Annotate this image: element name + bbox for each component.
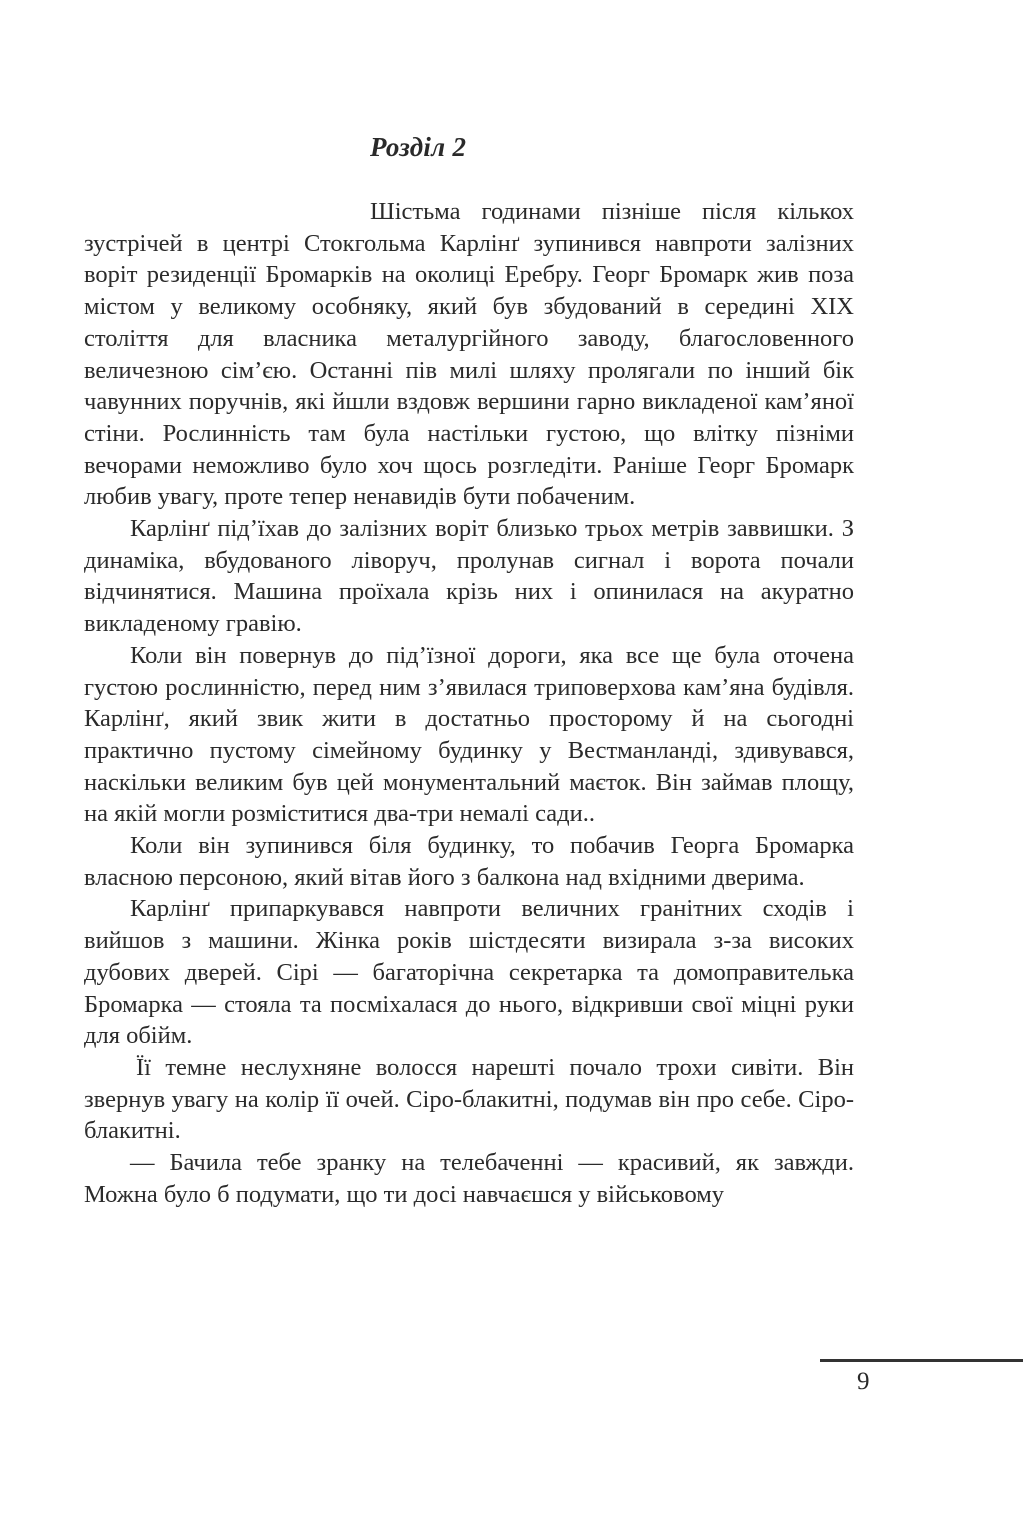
footer-rule bbox=[820, 1359, 1023, 1362]
paragraph: Коли він повернув до під’їзної дороги, яка все ще була оточена густою рослинністю, перед ним з’явилася триповерхова кам’яна будівля. Карлінґ, який звик жити в достатньо просторому й на сьогодні практично пустому сімейному будинку у Вестманланді, здивувався, наскільки великим був цей монументальний маєток. Він займав площу, на якій могли розміститися два-три немалі сади.. bbox=[84, 641, 854, 828]
paragraph: Шістьма годинами пізніше після кількох зустрічей в центрі Стокгольма Карлінґ зупинився навпроти залізних воріт резиденції Бромарків на околиці Еребру. Георг Бромарк жив поза містом у великому особняку, який був збудований в середині XIX століття для власника металургійного заводу, благословенного величезною сім’єю. Останні пів милі шляху пролягали по інший бік чавунних поручнів, які йшли вздовж вершини гарно викладеної кам’яної стіни. Рослинність там була настільки густою, що влітку пізніми вечорами неможливо було хоч щось розгледіти. Раніше Георг Бромарк любив увагу, проте тепер ненавидів бути побаченим. bbox=[84, 198, 854, 511]
paragraph: Карлінґ припаркувався навпроти величних гранітних сходів і вийшов з машини. Жінка років шістдесяти визирала з-за високих дубових дверей. Сірі — багаторічна секретарка та домоправителька Бромарка — стояла та посміхалася до нього, відкривши свої міцні руки для обійм. bbox=[84, 895, 854, 1050]
paragraph: — Бачила тебе зранку на телебаченні — красивий, як завжди. Можна було б подумати, що ти досі навчаєшся у військовому bbox=[84, 1149, 854, 1208]
paragraph: Коли він зупинився біля будинку, то побачив Георга Бромарка власною персоною, який вітав його з балкона над вхідними дверима. bbox=[84, 832, 854, 891]
paragraph: Її темне неслухняне волосся нарешті почало трохи сивіти. Він звернув увагу на колір її очей. Сіро-блакитні, подумав він про себе. Сіро-блакитні. bbox=[84, 1053, 854, 1145]
page-number: 9 bbox=[857, 1368, 870, 1395]
body-text bbox=[84, 196, 854, 1211]
chapter-title: Розділ 2 bbox=[370, 132, 467, 162]
paragraph: Карлінґ під’їхав до залізних воріт близько трьох метрів заввишки. З динаміка, вбудованого ліворуч, пролунав сигнал і ворота почали відчинятися. Машина проїхала крізь них і опинилася на акуратно викладеному гравію. bbox=[84, 515, 854, 638]
